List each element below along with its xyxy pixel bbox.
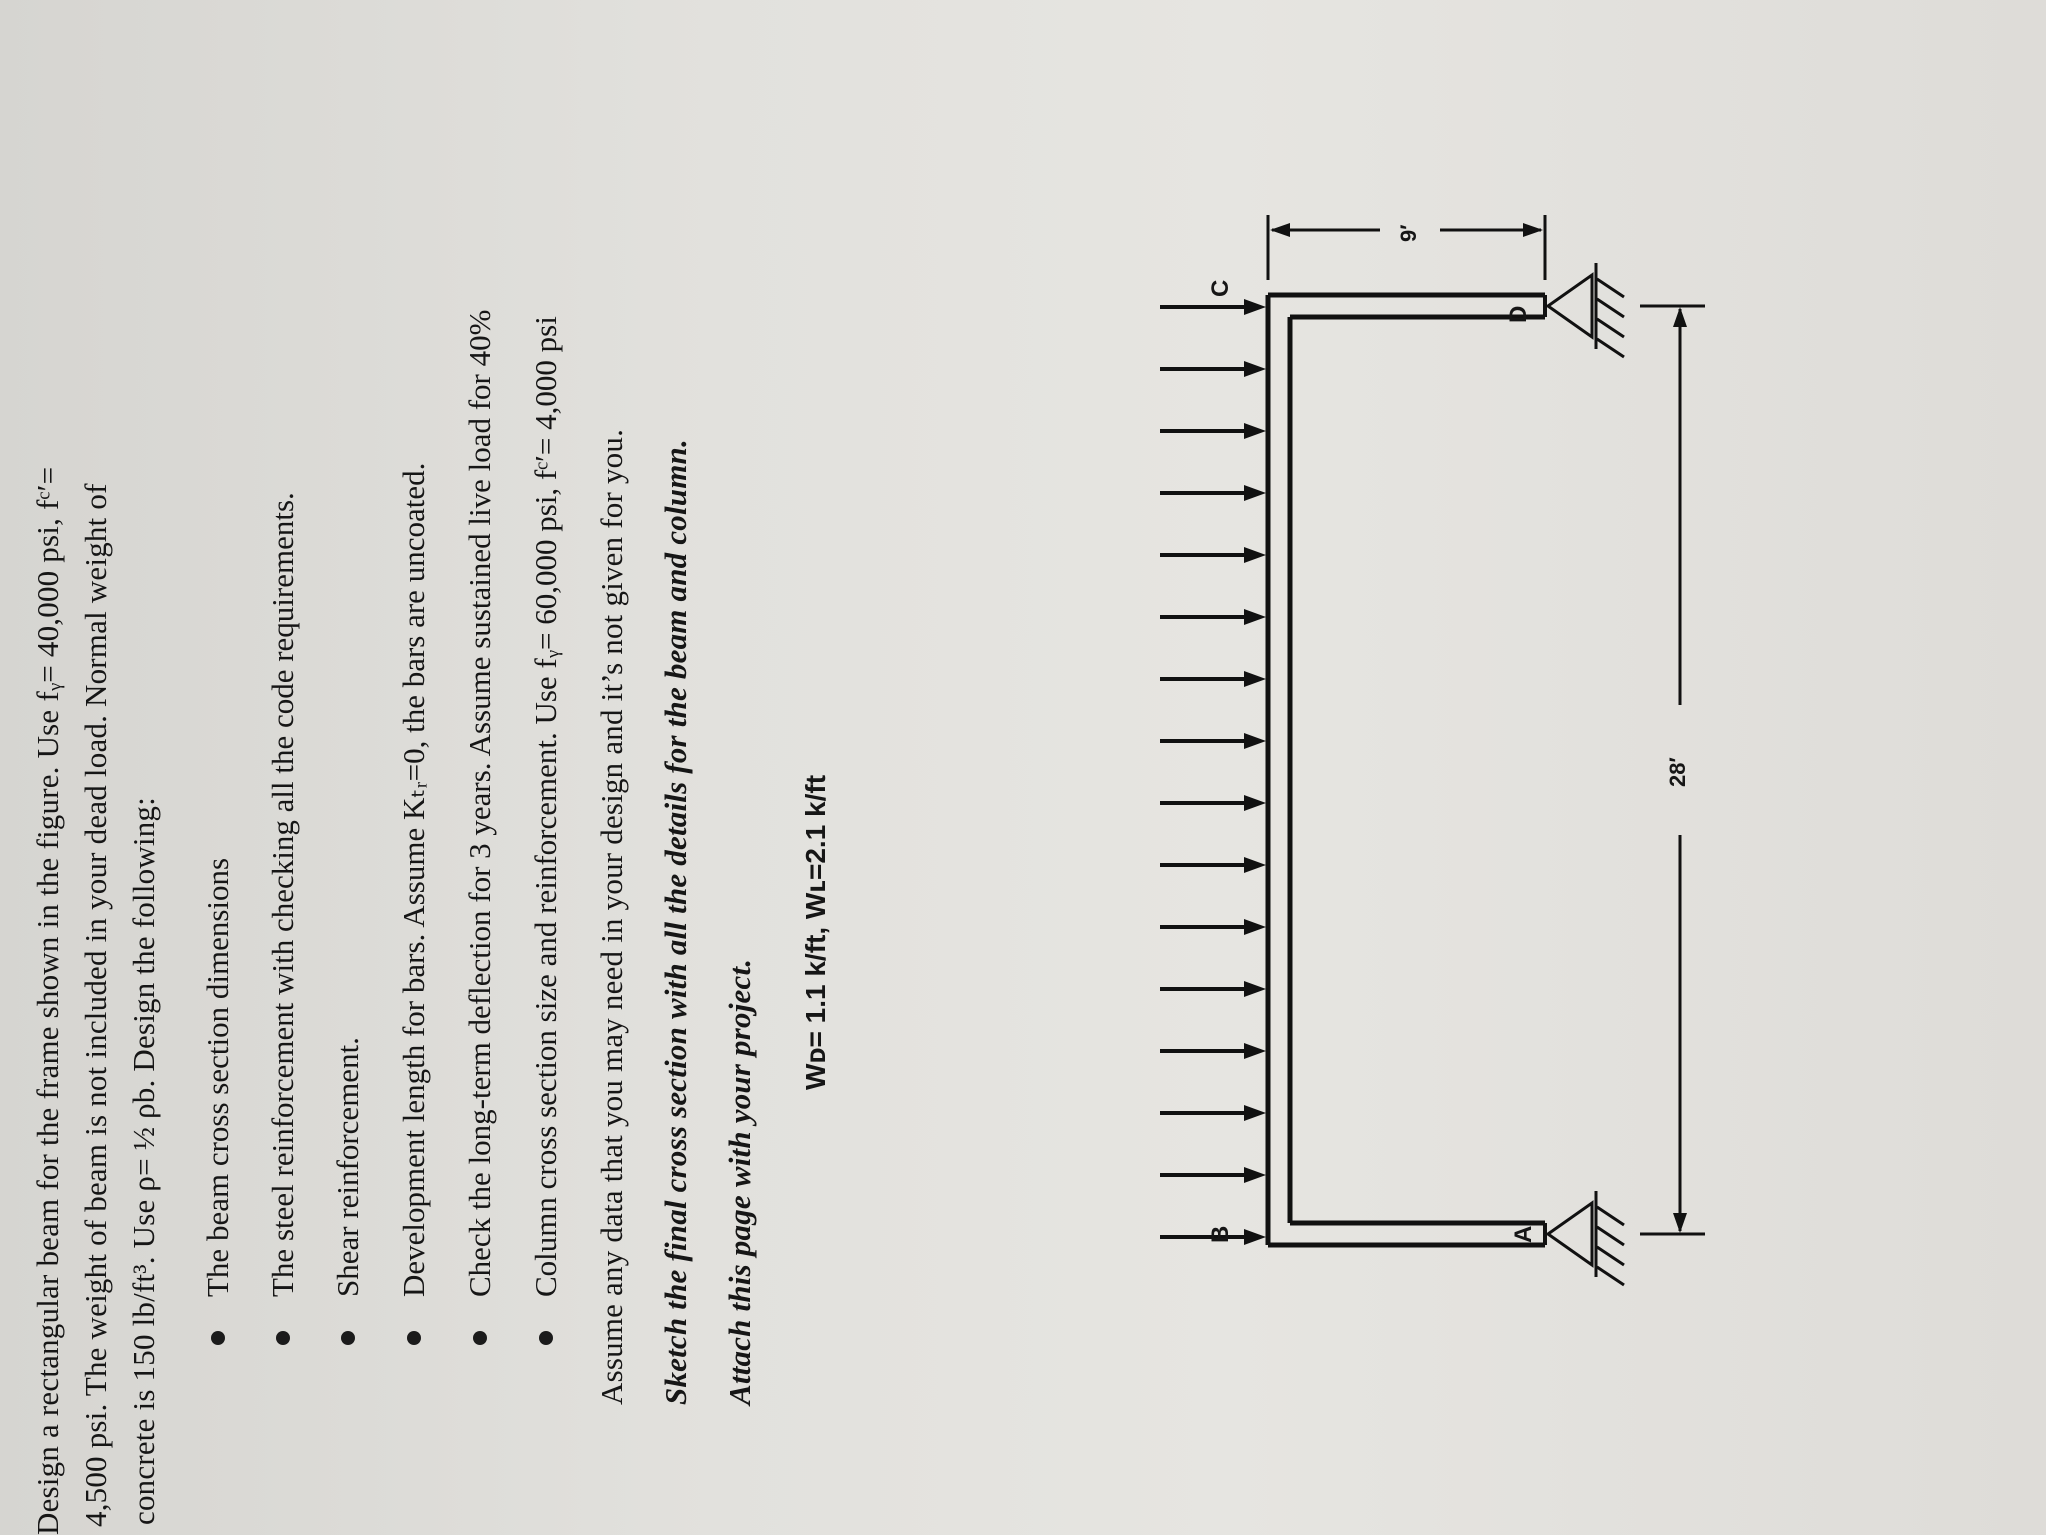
node-label-a: A [1510, 1225, 1537, 1243]
load-arrow-head [1244, 609, 1266, 625]
load-arrow-head [1244, 919, 1266, 935]
support-d [1548, 263, 1624, 357]
attach-note: Attach this page with your project. [722, 958, 757, 1405]
load-label: Wᴅ= 1.1 k/ft, Wʟ=2.1 k/ft [800, 774, 831, 1090]
bullet-text: Check the long-term deflection for 3 years. Assume sustained live load for 40% [462, 309, 497, 1297]
load-arrow-head [1244, 361, 1266, 377]
intro-line-3: concrete is 150 lb/ft³. Use ρ= ½ ρb. Design the following: [126, 797, 161, 1525]
bullet-text: Shear reinforcement. [330, 1037, 365, 1297]
load-arrow-head [1244, 857, 1266, 873]
bullet-text: Development length for bars. Assume Kₜᵣ=0, the bars are uncoated. [396, 462, 431, 1297]
intro-line-2: 4,500 psi. The weight of beam is not included in your dead load. Normal weight of [78, 483, 113, 1527]
load-arrow-head [1244, 1229, 1266, 1245]
load-arrow-head [1244, 423, 1266, 439]
assume-note: Assume any data that you may need in your design and it’s not given for you. [594, 428, 629, 1405]
sketch-note: Sketch the final cross section with all the details for the beam and column. [658, 439, 693, 1405]
node-label-c: C [1207, 279, 1234, 297]
node-label-d: D [1505, 305, 1532, 323]
load-arrow-head [1244, 795, 1266, 811]
portal-frame [1268, 295, 1545, 1245]
load-arrow-head [1244, 1105, 1266, 1121]
bullet-text: The steel reinforcement with checking all the code requirements. [265, 492, 300, 1297]
bullet-text: Column cross section size and reinforcement. Use fᵧ= 60,000 psi, fᶜ′= 4,000 psi [528, 316, 563, 1297]
support-a [1548, 1191, 1624, 1285]
node-label-b: B [1207, 1225, 1234, 1243]
height-dimension-label: 9′ [1396, 224, 1421, 242]
distributed-load-arrows [1160, 299, 1266, 1245]
bullet-text: The beam cross section dimensions [200, 857, 235, 1297]
load-arrow-head [1244, 733, 1266, 749]
load-arrow-head [1244, 1167, 1266, 1183]
load-arrow-head [1244, 299, 1266, 315]
load-arrow-head [1244, 1043, 1266, 1059]
load-arrow-head [1244, 485, 1266, 501]
span-dimension-label: 28′ [1665, 757, 1690, 787]
intro-line-1: Design a rectangular beam for the frame shown in the figure. Use fᵧ= 40,000 psi, fᶜ′= [30, 466, 65, 1535]
load-arrow-head [1244, 671, 1266, 687]
load-arrow-head [1244, 981, 1266, 997]
load-arrow-head [1244, 547, 1266, 563]
